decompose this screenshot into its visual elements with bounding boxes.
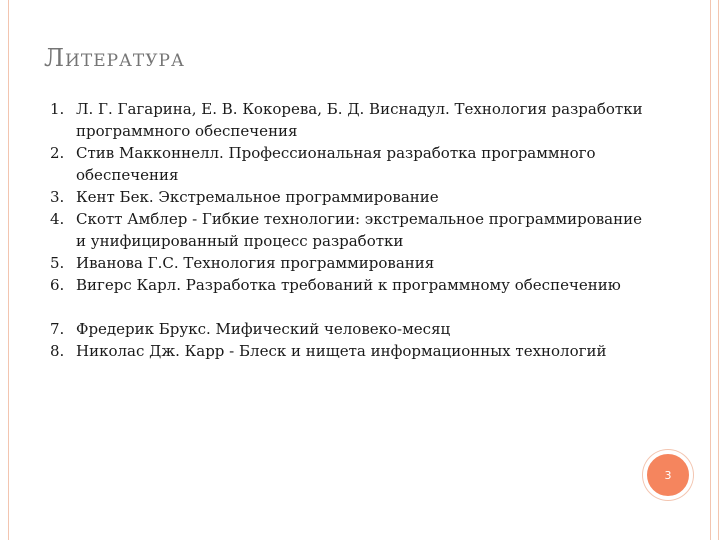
reference-item <box>50 208 650 252</box>
reference-list <box>50 98 650 362</box>
title-first-letter: Л <box>44 44 66 72</box>
reference-text: Николас Дж. Карр - Блеск и нищета информационных технологий <box>76 342 607 360</box>
reference-item <box>50 252 650 274</box>
reference-number: 7. <box>50 320 65 338</box>
title-rest: ИТЕРАТУРА <box>65 51 185 71</box>
reference-item <box>50 98 650 142</box>
reference-number: 8. <box>50 342 65 360</box>
page-number-badge <box>643 450 693 500</box>
reference-text: Кент Бек. Экстремальное программирование <box>76 188 439 206</box>
reference-text: Вигерс Карл. Разработка требований к программному обеспечению <box>76 276 621 294</box>
reference-item <box>50 274 650 296</box>
reference-number: 1. <box>50 100 65 118</box>
reference-text: Стив Макконнелл. Профессиональная разработка программного обеспечения <box>76 144 596 184</box>
reference-item <box>50 142 650 186</box>
reference-text: Скотт Амблер - Гибкие технологии: экстремальное программирование и унифицированный процесс разработки <box>76 210 642 250</box>
left-border-line <box>8 0 9 540</box>
reference-number: 6. <box>50 276 65 294</box>
page-number: 3 <box>664 468 672 482</box>
reference-text: Фредерик Брукс. Мифический человеко-месяц <box>76 320 451 338</box>
reference-number: 4. <box>50 210 65 228</box>
reference-item <box>50 340 650 362</box>
reference-number: 2. <box>50 144 65 162</box>
reference-number: 5. <box>50 254 65 272</box>
reference-text: Иванова Г.С. Технология программирования <box>76 254 435 272</box>
slide-title <box>44 44 185 72</box>
reference-item <box>50 186 650 208</box>
right-outer-border-line <box>718 0 719 540</box>
right-border-line <box>710 0 711 540</box>
reference-text: Л. Г. Гагарина, Е. В. Кокорева, Б. Д. Виснадул. Технология разработки программного обеспечения <box>76 100 643 140</box>
reference-item <box>50 318 650 340</box>
reference-number: 3. <box>50 188 65 206</box>
